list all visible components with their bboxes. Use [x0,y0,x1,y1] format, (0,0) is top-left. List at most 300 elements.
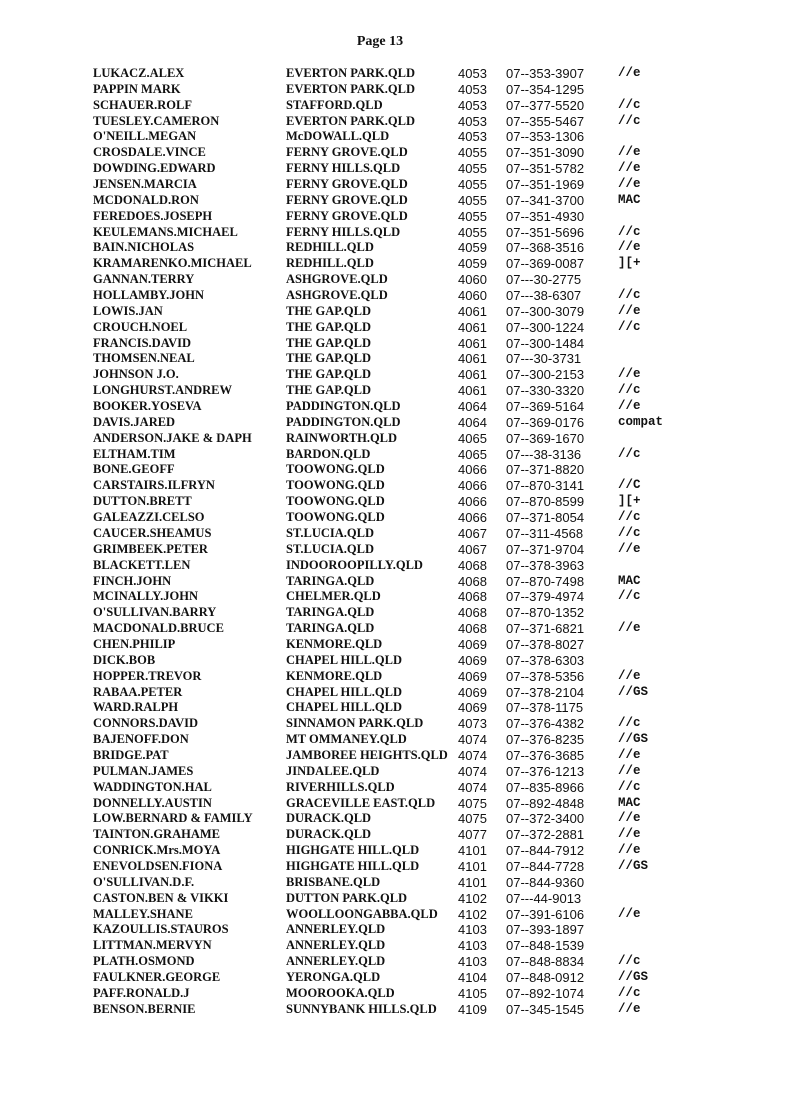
contact-note: //e [618,161,641,176]
contact-note [618,431,678,447]
contact-postcode: 4101 [458,874,487,890]
contact-location: TARINGA.QLD [286,573,375,588]
contact-location: REDHILL.QLD [286,240,374,255]
contact-phone: 07---38-3136 [506,446,582,462]
contact-postcode: 4066 [458,478,487,494]
contact-postcode: 4066 [458,510,487,526]
contact-postcode: 4109 [458,1001,487,1017]
contact-location: FERNY GROVE.QLD [286,145,408,160]
contact-phone: 07--844-7728 [506,858,585,874]
contact-note: //e [618,811,641,826]
contact-location: THE GAP.QLD [286,319,371,334]
contact-phone: 07--391-6106 [506,906,585,922]
contact-postcode: 4069 [458,636,487,652]
contact-name: ELTHAM.TIM [93,446,176,461]
directory-row [93,193,678,209]
contact-name: JENSEN.MARCIA [93,177,197,192]
contact-postcode: 4101 [458,858,487,874]
contact-location: STAFFORD.QLD [286,97,383,112]
contact-note: //c [618,985,641,1000]
contact-location: PADDINGTON.QLD [286,414,401,429]
directory-row [93,700,678,716]
contact-location: ANNERLEY.QLD [286,922,386,937]
contact-name: SCHAUER.ROLF [93,97,192,112]
contact-location: EVERTON PARK.QLD [286,113,415,128]
directory-row [93,209,678,225]
contact-postcode: 4060 [458,272,487,288]
contact-note: //e [618,621,641,636]
contact-phone: 07--870-8599 [506,494,585,510]
contact-name: BONE.GEOFF [93,462,175,477]
contact-note [618,462,678,478]
contact-phone: 07--353-1306 [506,129,585,145]
directory-row [93,653,678,669]
contact-postcode: 4065 [458,430,487,446]
contact-postcode: 4053 [458,81,487,97]
contact-phone: 07--351-5782 [506,161,585,177]
contact-postcode: 4053 [458,97,487,113]
contact-phone: 07--372-3400 [506,811,585,827]
contact-phone: 07--848-8834 [506,954,585,970]
contact-phone: 07--341-3700 [506,192,585,208]
contact-postcode: 4075 [458,795,487,811]
contact-location: HIGHGATE HILL.QLD [286,843,420,858]
contact-location: EVERTON PARK.QLD [286,66,415,80]
contact-location: THE GAP.QLD [286,303,371,318]
contact-phone: 07--844-7912 [506,843,585,859]
contact-note: compat [618,414,664,429]
contact-postcode: 4067 [458,525,487,541]
contact-phone: 07--354-1295 [506,81,585,97]
contact-postcode: 4061 [458,335,487,351]
directory-row [93,716,678,732]
contact-postcode: 4055 [458,224,487,240]
contact-postcode: 4053 [458,113,487,129]
directory-row [93,558,678,574]
contact-location: CHAPEL HILL.QLD [286,700,402,715]
contact-phone: 07--870-3141 [506,478,585,494]
contact-postcode: 4069 [458,684,487,700]
directory-row [93,383,678,399]
contact-location: MT OMMANEY.QLD [286,732,407,747]
contact-phone: 07--378-1175 [506,700,584,716]
contact-phone: 07--372-2881 [506,827,585,843]
contact-note [618,351,678,367]
contact-postcode: 4067 [458,541,487,557]
contact-note: //c [618,589,641,604]
contact-location: TOOWONG.QLD [286,510,385,525]
contact-phone: 07--351-1969 [506,177,585,193]
contact-name: LITTMAN.MERVYN [93,938,212,953]
contact-location: DUTTON PARK.QLD [286,890,408,905]
contact-note: //c [618,954,641,969]
contact-note: //e [618,827,641,842]
directory-row [93,351,678,367]
contact-location: SUNNYBANK HILLS.QLD [286,1001,437,1016]
contact-phone: 07--351-4930 [506,208,585,224]
contact-phone: 07--300-1484 [506,335,585,351]
directory-row [93,780,678,796]
contact-location: CHAPEL HILL.QLD [286,684,402,699]
contact-name: DUTTON.BRETT [93,494,192,509]
contact-name: MCDONALD.RON [93,192,199,207]
contact-name: GALEAZZI.CELSO [93,510,205,525]
directory-row [93,494,678,510]
contact-name: CONRICK.Mrs.MOYA [93,843,221,858]
contact-name: MALLEY.SHANE [93,906,193,921]
contact-phone: 07--378-8027 [506,636,585,652]
directory-row [93,843,678,859]
contact-postcode: 4075 [458,811,487,827]
contact-postcode: 4061 [458,319,487,335]
contact-phone: 07--300-1224 [506,319,585,335]
contact-name: KEULEMANS.MICHAEL [93,224,238,239]
contact-phone: 07--369-5164 [506,399,585,415]
contact-phone: 07---44-9013 [506,890,582,906]
contact-name: FINCH.JOHN [93,573,172,588]
contact-postcode: 4069 [458,668,487,684]
contact-location: FERNY HILLS.QLD [286,161,401,176]
directory-row [93,320,678,336]
contact-postcode: 4105 [458,985,487,1001]
contact-note: //c [618,716,641,731]
contact-name: LOW.BERNARD & FAMILY [93,811,253,826]
contact-phone: 07--378-3963 [506,557,585,573]
contact-note: //e [618,399,641,414]
contact-note: //e [618,541,641,556]
contact-note: //e [618,668,641,683]
contact-location: GRACEVILLE EAST.QLD [286,795,436,810]
contact-note: //GS [618,732,649,747]
contact-phone: 07--369-0176 [506,414,585,430]
directory-row [93,225,678,241]
contact-note: //e [618,145,641,160]
page-title: Page 13 [356,34,404,49]
contact-name: WADDINGTON.HAL [93,779,212,794]
contact-name: KAZOULLIS.STAUROS [93,922,229,937]
contact-name: WARD.RALPH [93,700,179,715]
contact-note [618,700,678,716]
contact-postcode: 4068 [458,573,487,589]
directory-row [93,367,678,383]
directory-row [93,336,678,352]
directory-row [93,177,678,193]
contact-location: JAMBOREE HEIGHTS.QLD [286,747,448,762]
contact-postcode: 4061 [458,383,487,399]
contact-postcode: 4068 [458,621,487,637]
contact-postcode: 4059 [458,240,487,256]
contact-postcode: 4103 [458,954,487,970]
contact-location: RAINWORTH.QLD [286,430,398,445]
contact-location: KENMORE.QLD [286,636,383,651]
contact-note: //c [618,97,641,112]
directory-row [93,161,678,177]
directory-row [93,256,678,272]
contact-note: //c [618,525,641,540]
contact-location: WOOLLOONGABBA.QLD [286,906,438,921]
contact-postcode: 4064 [458,399,487,415]
contact-postcode: 4074 [458,747,487,763]
directory-row [93,637,678,653]
contact-phone: 07--369-0087 [506,256,585,272]
contact-phone: 07--870-7498 [506,573,585,589]
contact-postcode: 4055 [458,192,487,208]
contact-postcode: 4055 [458,208,487,224]
contact-location: DURACK.QLD [286,827,372,842]
contact-postcode: 4065 [458,446,487,462]
contact-postcode: 4102 [458,906,487,922]
contact-note [618,875,678,891]
contact-location: KENMORE.QLD [286,668,383,683]
contact-location: CHELMER.QLD [286,589,381,604]
contact-location: TARINGA.QLD [286,605,375,620]
directory-row [93,399,678,415]
contact-phone: 07--353-3907 [506,66,585,81]
directory-row [93,288,678,304]
contact-name: CONNORS.DAVID [93,716,198,731]
contact-postcode: 4102 [458,890,487,906]
contact-postcode: 4060 [458,288,487,304]
contact-postcode: 4104 [458,969,487,985]
contact-phone: 07--300-3079 [506,303,585,319]
directory-row [93,891,678,907]
contact-location: BRISBANE.QLD [286,874,381,889]
contact-postcode: 4069 [458,700,487,716]
contact-phone: 07--835-8966 [506,779,585,795]
contact-phone: 07--376-8235 [506,732,585,748]
contact-name: CROUCH.NOEL [93,319,188,334]
contact-name: ANDERSON.JAKE & DAPH [93,430,252,445]
directory-row [93,669,678,685]
contact-postcode: 4103 [458,922,487,938]
directory-row [93,66,678,82]
contact-phone: 07--378-6303 [506,652,585,668]
directory-list [93,66,678,1018]
contact-postcode: 4064 [458,414,487,430]
contact-postcode: 4055 [458,161,487,177]
contact-name: DOWDING.EDWARD [93,161,216,176]
contact-phone: 07--378-2104 [506,684,585,700]
contact-note: MAC [618,573,641,588]
contact-location: TOOWONG.QLD [286,462,385,477]
contact-location: RIVERHILLS.QLD [286,779,395,794]
contact-note: MAC [618,795,641,810]
contact-note: //e [618,303,641,318]
contact-phone: 07--345-1545 [506,1001,585,1017]
directory-row [93,605,678,621]
directory-row [93,431,678,447]
directory-row [93,145,678,161]
contact-phone: 07--376-3685 [506,747,585,763]
contact-name: CASTON.BEN & VIKKI [93,890,229,905]
contact-name: CAUCER.SHEAMUS [93,525,212,540]
contact-name: BENSON.BERNIE [93,1001,196,1016]
contact-phone: 07--393-1897 [506,922,585,938]
contact-name: ENEVOLDSEN.FIONA [93,858,223,873]
contact-note [618,82,678,98]
contact-note [618,209,678,225]
contact-location: BARDON.QLD [286,446,371,461]
contact-note: //c [618,113,641,128]
directory-row [93,938,678,954]
contact-location: FERNY GROVE.QLD [286,208,408,223]
directory-row [93,796,678,812]
contact-location: McDOWALL.QLD [286,129,390,144]
contact-location: THE GAP.QLD [286,351,371,366]
contact-phone: 07--368-3516 [506,240,585,256]
contact-phone: 07--351-5696 [506,224,585,240]
contact-phone: 07--870-1352 [506,605,585,621]
contact-name: O'SULLIVAN.D.F. [93,874,195,889]
contact-note: //e [618,240,641,255]
contact-name: BRIDGE.PAT [93,747,169,762]
contact-note: MAC [618,192,641,207]
contact-location: THE GAP.QLD [286,367,371,382]
contact-phone: 07--892-1074 [506,985,585,1001]
directory-row [93,114,678,130]
contact-postcode: 4053 [458,66,487,81]
directory-row [93,240,678,256]
contact-note: ][+ [618,256,641,271]
contact-postcode: 4101 [458,843,487,859]
contact-name: MACDONALD.BRUCE [93,621,224,636]
directory-row [93,82,678,98]
contact-name: DICK.BOB [93,652,156,667]
contact-phone: 07--371-8820 [506,462,585,478]
contact-phone: 07---30-2775 [506,272,582,288]
contact-location: DURACK.QLD [286,811,372,826]
contact-note: //c [618,224,641,239]
contact-note [618,922,678,938]
contact-name: RABAA.PETER [93,684,183,699]
contact-note: //c [618,383,641,398]
contact-note [618,637,678,653]
contact-name: GRIMBEEK.PETER [93,541,208,556]
contact-note: //c [618,288,641,303]
directory-row [93,954,678,970]
contact-name: O'NEILL.MEGAN [93,129,197,144]
contact-phone: 07--369-1670 [506,430,585,446]
directory-row [93,129,678,145]
directory-row [93,574,678,590]
contact-name: BAIN.NICHOLAS [93,240,195,255]
contact-note [618,336,678,352]
directory-row [93,748,678,764]
directory-row [93,907,678,923]
contact-location: CHAPEL HILL.QLD [286,652,402,667]
contact-note: //c [618,779,641,794]
contact-location: TOOWONG.QLD [286,478,385,493]
contact-location: ANNERLEY.QLD [286,954,386,969]
contact-name: PAFF.RONALD.J [93,985,190,1000]
contact-name: FRANCIS.DAVID [93,335,192,350]
contact-name: BAJENOFF.DON [93,732,189,747]
contact-note [618,605,678,621]
directory-row [93,415,678,431]
contact-note [618,938,678,954]
contact-name: CROSDALE.VINCE [93,145,206,160]
contact-name: DONNELLY.AUSTIN [93,795,212,810]
contact-name: FEREDOES.JOSEPH [93,208,213,223]
directory-row [93,98,678,114]
contact-postcode: 4103 [458,938,487,954]
contact-location: TOOWONG.QLD [286,494,385,509]
contact-postcode: 4053 [458,129,487,145]
contact-note: //e [618,66,641,80]
contact-name: LUKACZ.ALEX [93,66,185,80]
contact-note [618,272,678,288]
contact-location: JINDALEE.QLD [286,763,380,778]
contact-name: PAPPIN MARK [93,81,181,96]
contact-location: EVERTON PARK.QLD [286,81,415,96]
contact-note: //e [618,177,641,192]
contact-name: HOPPER.TREVOR [93,668,202,683]
contact-location: THE GAP.QLD [286,383,371,398]
contact-location: FERNY GROVE.QLD [286,177,408,192]
directory-row [93,304,678,320]
contact-postcode: 4073 [458,716,487,732]
contact-phone: 07--376-1213 [506,763,585,779]
contact-phone: 07--848-0912 [506,969,585,985]
directory-row [93,970,678,986]
directory-row [93,685,678,701]
contact-postcode: 4066 [458,462,487,478]
contact-name: CARSTAIRS.ILFRYN [93,478,215,493]
contact-note: //GS [618,684,649,699]
directory-row [93,827,678,843]
contact-postcode: 4061 [458,367,487,383]
contact-name: THOMSEN.NEAL [93,351,195,366]
contact-postcode: 4066 [458,494,487,510]
contact-name: PLATH.OSMOND [93,954,195,969]
contact-note: //C [618,478,641,493]
contact-name: JOHNSON J.O. [93,367,179,382]
directory-row [93,272,678,288]
contact-postcode: 4074 [458,779,487,795]
contact-phone: 07---38-6307 [506,288,582,304]
contact-note [618,891,678,907]
contact-note: //e [618,1001,641,1016]
contact-name: CHEN.PHILIP [93,636,176,651]
contact-name: FAULKNER.GEORGE [93,969,221,984]
contact-postcode: 4074 [458,763,487,779]
contact-location: REDHILL.QLD [286,256,374,271]
directory-row [93,986,678,1002]
contact-note: //e [618,843,641,858]
directory-row [93,621,678,637]
contact-location: MOOROOKA.QLD [286,985,395,1000]
contact-location: ST.LUCIA.QLD [286,541,374,556]
contact-phone: 07--844-9360 [506,874,585,890]
contact-location: ANNERLEY.QLD [286,938,386,953]
contact-phone: 07--300-2153 [506,367,585,383]
contact-note: //e [618,747,641,762]
directory-row [93,526,678,542]
contact-note: //GS [618,969,649,984]
contact-postcode: 4055 [458,177,487,193]
contact-name: TAINTON.GRAHAME [93,827,220,842]
contact-postcode: 4068 [458,589,487,605]
contact-location: FERNY GROVE.QLD [286,192,408,207]
contact-postcode: 4061 [458,351,487,367]
contact-location: ASHGROVE.QLD [286,288,388,303]
contact-location: FERNY HILLS.QLD [286,224,401,239]
contact-location: SINNAMON PARK.QLD [286,716,424,731]
contact-name: GANNAN.TERRY [93,272,195,287]
contact-postcode: 4077 [458,827,487,843]
contact-name: LOWIS.JAN [93,303,163,318]
directory-row [93,589,678,605]
